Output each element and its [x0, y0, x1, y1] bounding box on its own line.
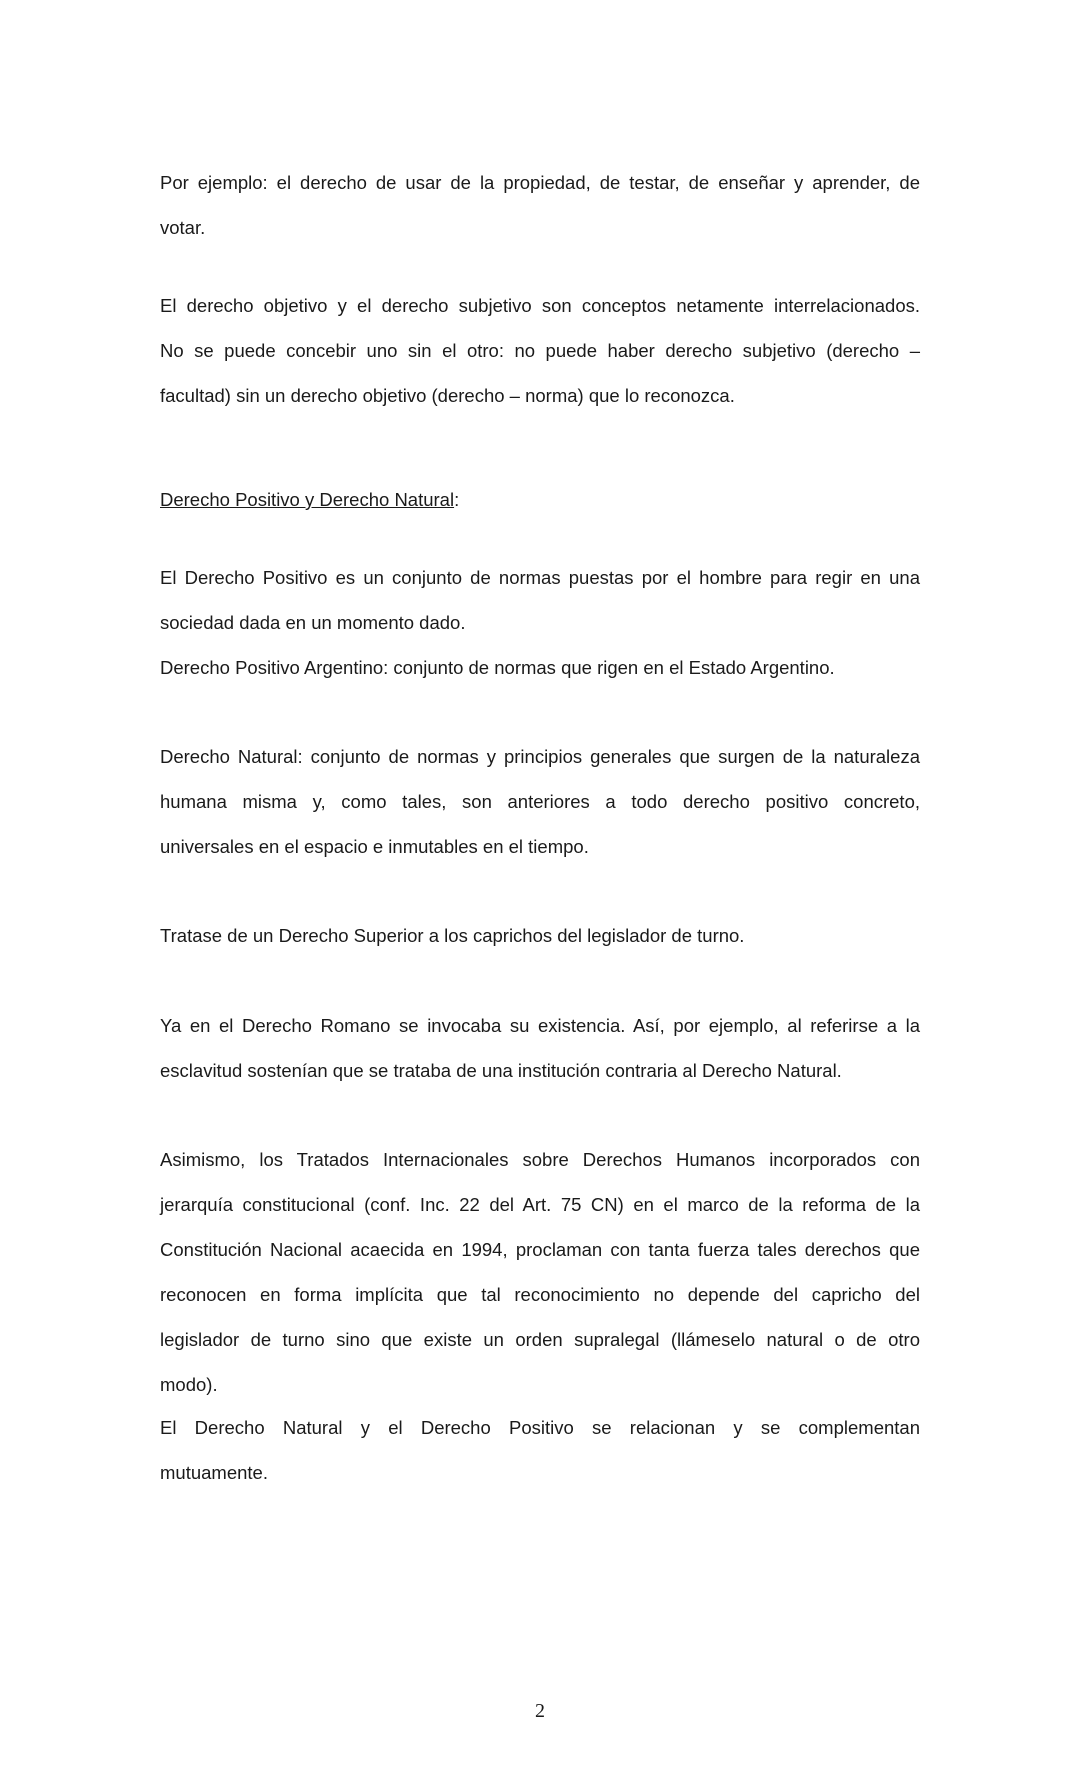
- paragraph-line: reconocen en forma implícita que tal reconocimiento no depende del capricho del: [160, 1284, 920, 1305]
- paragraph-superior-law: [160, 913, 920, 958]
- paragraph-line: Derecho Natural: conjunto de normas y principios generales que surgen de la naturaleza: [160, 746, 920, 767]
- paragraph-line: votar.: [160, 217, 206, 238]
- paragraph-line: mutuamente.: [160, 1462, 268, 1483]
- paragraph-line: facultad) sin un derecho objetivo (derecho – norma) que lo reconozca.: [160, 385, 735, 406]
- paragraph-line: esclavitud sostenían que se trataba de una institución contraria al Derecho Natural.: [160, 1060, 842, 1081]
- heading-text: Derecho Positivo y Derecho Natural: [160, 489, 455, 510]
- paragraph-complementary: [160, 1405, 920, 1495]
- paragraph-line: humana misma y, como tales, son anteriores a todo derecho positivo concreto,: [160, 791, 920, 812]
- paragraph-line: legislador de turno sino que existe un orden supralegal (llámeselo natural o de otro: [160, 1329, 920, 1350]
- paragraph-line: Derecho Positivo Argentino: conjunto de normas que rigen en el Estado Argentino.: [160, 657, 835, 678]
- paragraph-line: modo).: [160, 1374, 218, 1395]
- paragraph-line: universales en el espacio e inmutables en el tiempo.: [160, 836, 589, 857]
- paragraph-line: El derecho objetivo y el derecho subjetivo son conceptos netamente interrelacionados.: [160, 295, 920, 316]
- paragraph-positive-law: [160, 555, 920, 690]
- paragraph-line: Por ejemplo: el derecho de usar de la propiedad, de testar, de enseñar y aprender, de: [160, 172, 920, 193]
- paragraph-line: Asimismo, los Tratados Internacionales sobre Derechos Humanos incorporados con: [160, 1149, 920, 1170]
- heading-line: [160, 477, 920, 522]
- paragraph-human-rights-treaties: [160, 1137, 920, 1407]
- page-number: 2: [535, 1700, 545, 1722]
- paragraph-line: No se puede concebir uno sin el otro: no puede haber derecho subjetivo (derecho –: [160, 340, 920, 361]
- paragraph-examples: [160, 160, 920, 250]
- paragraph-line: jerarquía constitucional (conf. Inc. 22 del Art. 75 CN) en el marco de la reforma de la: [160, 1194, 920, 1215]
- paragraph-line: Constitución Nacional acaecida en 1994, proclaman con tanta fuerza tales derechos que: [160, 1239, 920, 1260]
- paragraph-line: Ya en el Derecho Romano se invocaba su existencia. Así, por ejemplo, al referirse a la: [160, 1015, 920, 1036]
- paragraph-line: Tratase de un Derecho Superior a los caprichos del legislador de turno.: [160, 925, 745, 946]
- paragraph-roman-law: [160, 1003, 920, 1093]
- paragraph-objective-subjective: [160, 283, 920, 418]
- paragraph-line: El Derecho Positivo es un conjunto de normas puestas por el hombre para regir en una: [160, 567, 920, 588]
- paragraph-line: El Derecho Natural y el Derecho Positivo se relacionan y se complementan: [160, 1417, 920, 1438]
- heading-suffix: :: [454, 489, 460, 510]
- paragraph-line: sociedad dada en un momento dado.: [160, 612, 466, 633]
- paragraph-natural-law: [160, 734, 920, 869]
- section-heading: [160, 477, 920, 522]
